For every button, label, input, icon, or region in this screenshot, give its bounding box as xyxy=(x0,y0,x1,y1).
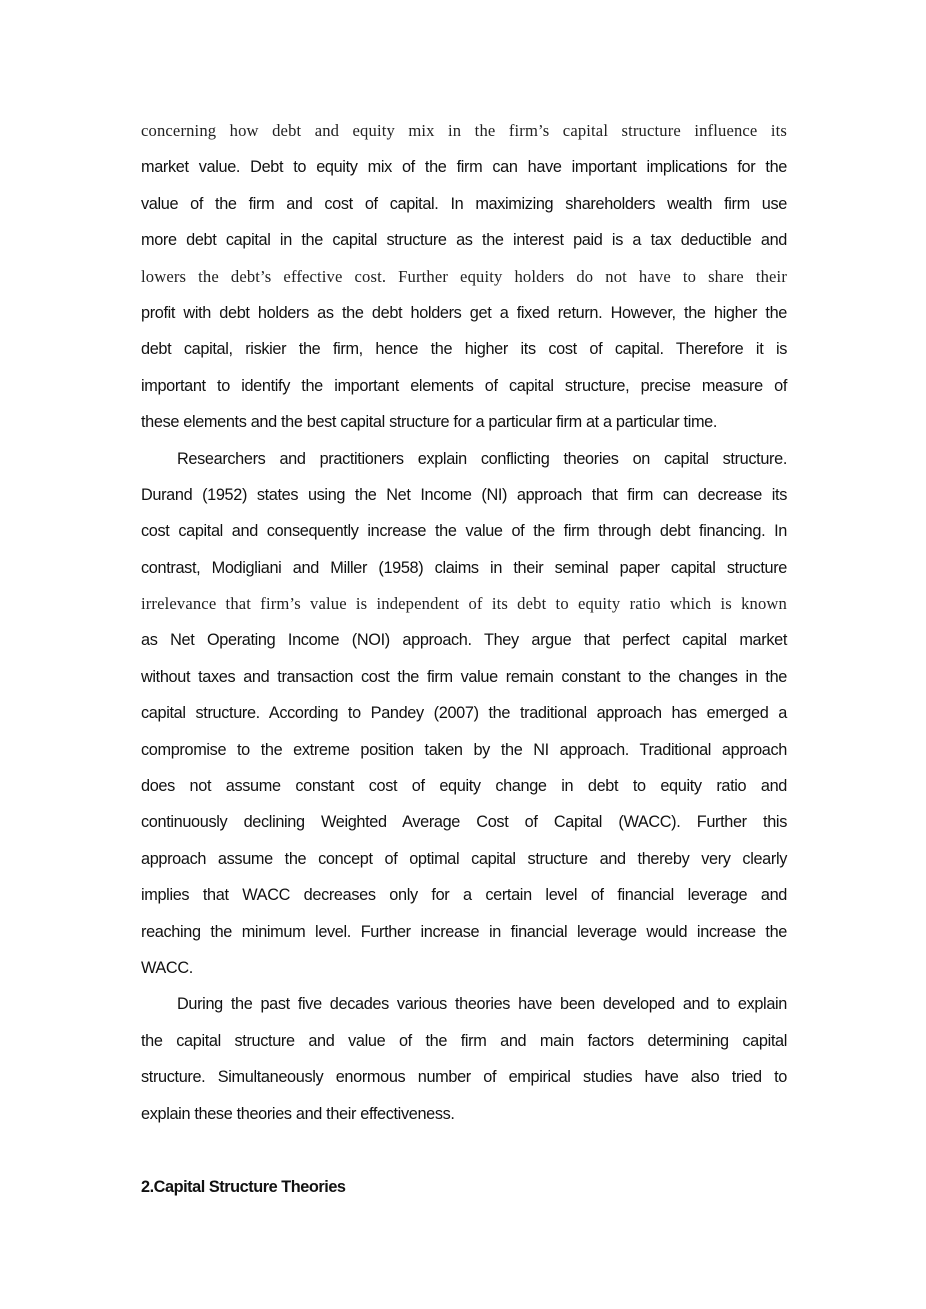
text-line: During the past five decades various theories have been developed and to explain xyxy=(177,995,787,1013)
text-line: these elements and the best capital structure for a particular firm at a particular time. xyxy=(141,413,718,431)
text-line: debt capital, riskier the firm, hence the higher its cost of capital. Therefore it is xyxy=(141,340,787,358)
section-heading: 2.Capital Structure Theories xyxy=(141,1178,346,1196)
text-line: important to identify the important elements of capital structure, precise measure of xyxy=(141,377,787,395)
text-line: explain these theories and their effectiveness. xyxy=(141,1105,455,1123)
text-line: implies that WACC decreases only for a certain level of financial leverage and xyxy=(141,886,787,904)
text-line: profit with debt holders as the debt holders get a fixed return. However, the higher the xyxy=(141,304,787,322)
text-line: market value. Debt to equity mix of the firm can have important implications for the xyxy=(141,158,787,176)
text-line: more debt capital in the capital structure as the interest paid is a tax deductible and xyxy=(141,231,787,249)
text-line: concerning how debt and equity mix in the firm’s capital structure influence its xyxy=(141,121,787,140)
text-line: irrelevance that firm’s value is independent of its debt to equity ratio which is known xyxy=(141,594,787,613)
text-line: Durand (1952) states using the Net Income (NI) approach that firm can decrease its xyxy=(141,486,787,504)
text-line: without taxes and transaction cost the firm value remain constant to the changes in the xyxy=(141,668,787,686)
text-line: capital structure. According to Pandey (2007) the traditional approach has emerged a xyxy=(141,704,787,722)
text-line: compromise to the extreme position taken by the NI approach. Traditional approach xyxy=(141,741,787,759)
text-line: Researchers and practitioners explain conflicting theories on capital structure. xyxy=(177,450,787,468)
text-line: approach assume the concept of optimal capital structure and thereby very clearly xyxy=(141,850,787,868)
text-line: value of the firm and cost of capital. In maximizing shareholders wealth firm use xyxy=(141,195,787,213)
text-line: structure. Simultaneously enormous number of empirical studies have also tried to xyxy=(141,1068,787,1086)
text-line: as Net Operating Income (NOI) approach. They argue that perfect capital market xyxy=(141,631,787,649)
text-line: lowers the debt’s effective cost. Further equity holders do not have to share their xyxy=(141,267,787,286)
text-line: the capital structure and value of the firm and main factors determining capital xyxy=(141,1032,787,1050)
text-line: cost capital and consequently increase the value of the firm through debt financing. In xyxy=(141,522,787,540)
text-line: contrast, Modigliani and Miller (1958) claims in their seminal paper capital structure xyxy=(141,559,787,577)
text-line: reaching the minimum level. Further increase in financial leverage would increase the xyxy=(141,923,787,941)
text-line: WACC. xyxy=(141,959,193,977)
text-line: does not assume constant cost of equity change in debt to equity ratio and xyxy=(141,777,787,795)
text-line: continuously declining Weighted Average Cost of Capital (WACC). Further this xyxy=(141,813,787,831)
